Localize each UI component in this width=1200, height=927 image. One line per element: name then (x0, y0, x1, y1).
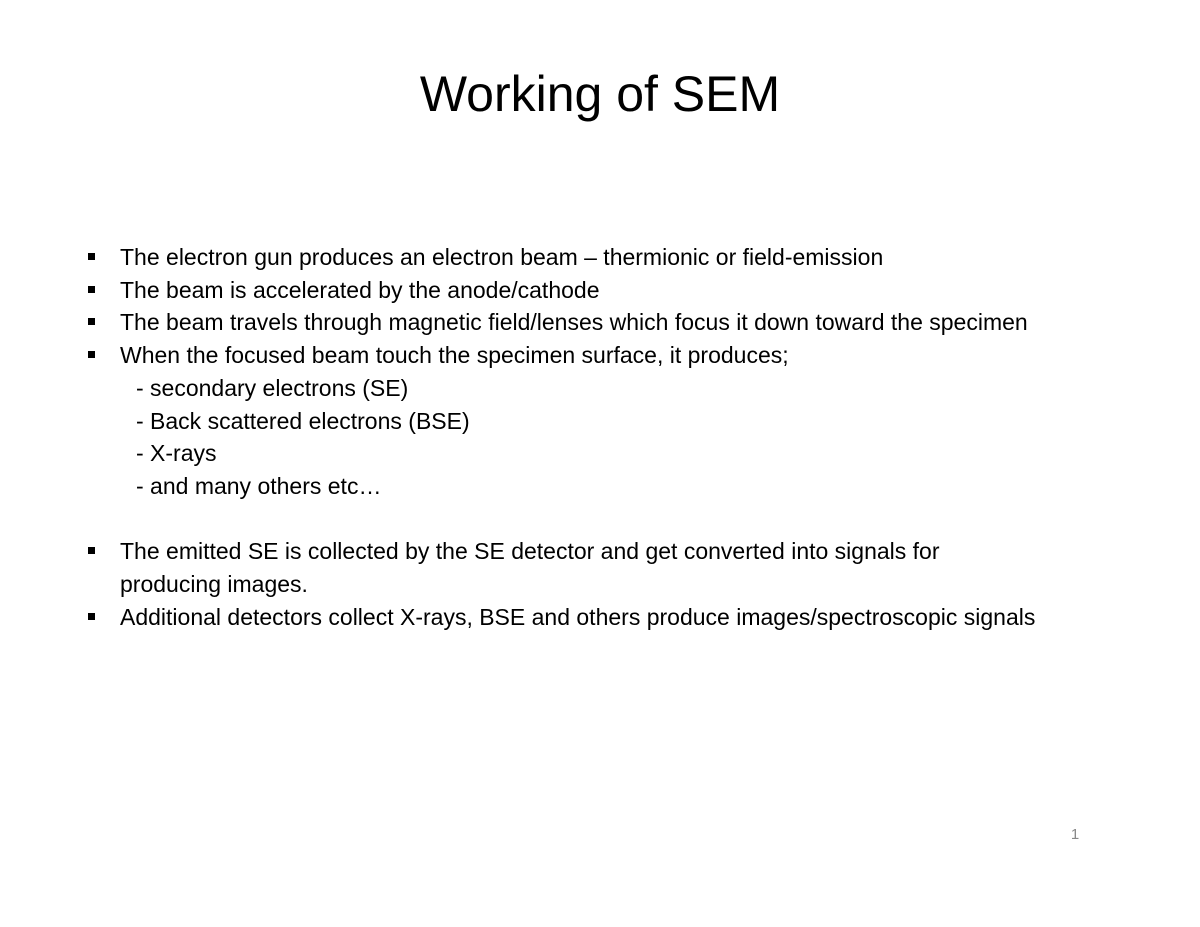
bullet-text: Additional detectors collect X-rays, BSE and others produce images/spectroscopic signals (120, 603, 1036, 630)
sub-item: - Back scattered electrons (BSE) (136, 407, 470, 434)
square-bullet-icon (88, 613, 95, 620)
bullet-text: The beam is accelerated by the anode/cathode (120, 276, 600, 303)
page-number: 1 (1070, 826, 1080, 843)
bullet-list (86, 241, 1126, 633)
sub-item: - X-rays (136, 440, 217, 467)
bullet-item (86, 241, 1126, 274)
bullet-text: When the focused beam touch the specimen surface, it produces; (120, 342, 789, 369)
sub-item: - and many others etc… (136, 472, 382, 499)
bullet-text: The electron gun produces an electron beam – thermionic or field-emission (120, 244, 884, 270)
bullet-item (86, 274, 1126, 307)
bullet-text: The beam travels through magnetic field/lenses which focus it down toward the specimen (120, 309, 1028, 336)
spacer (86, 503, 1126, 536)
slide-title: Working of SEM (419, 66, 781, 122)
square-bullet-icon (88, 351, 95, 358)
bullet-item (86, 535, 1040, 600)
bullet-item (86, 601, 1126, 634)
square-bullet-icon (88, 547, 95, 554)
square-bullet-icon (88, 286, 95, 293)
square-bullet-icon (88, 253, 95, 260)
bullet-item (86, 339, 1126, 372)
square-bullet-icon (88, 318, 95, 325)
bullet-item (86, 306, 1040, 339)
sub-item: - secondary electrons (SE) (136, 374, 409, 401)
bullet-text: The emitted SE is collected by the SE detector and get converted into signals for producing images. (120, 538, 940, 598)
